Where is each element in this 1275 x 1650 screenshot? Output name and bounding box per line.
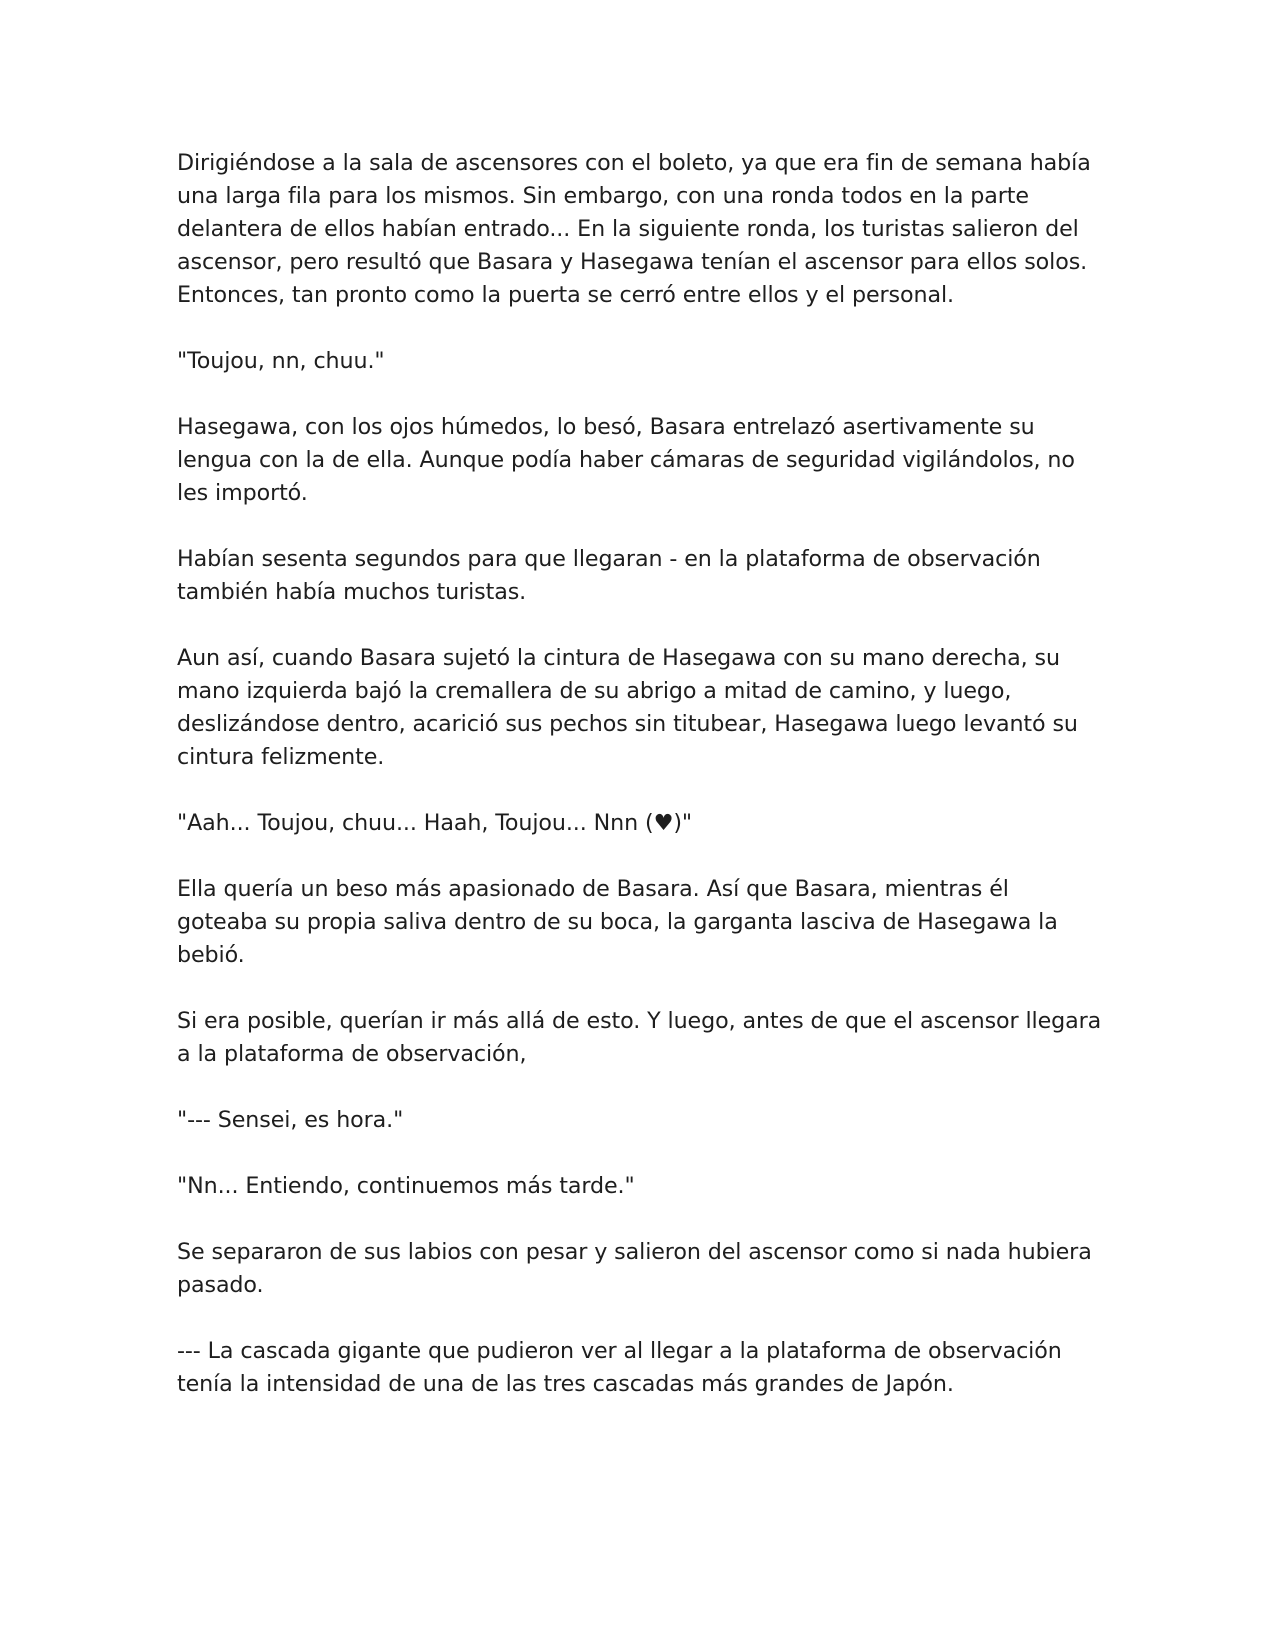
paragraph-10: "Nn... Entiendo, continuemos más tarde." — [177, 1173, 635, 1199]
paragraph-4: Habían sesenta segundos para que llegaran - en la plataforma de observación también había muchos turistas. — [177, 546, 1041, 605]
paragraph-6: "Aah... Toujou, chuu... Haah, Toujou... Nnn (♥)" — [177, 810, 693, 836]
paragraph-5: Aun así, cuando Basara sujetó la cintura de Hasegawa con su mano derecha, su mano izquierda bajó la cremallera de su abrigo a mitad de camino, y luego, deslizándose dentro, acarició sus pechos sin titubear, Hasegawa luego levantó su cintura felizmente. — [177, 645, 1078, 770]
paragraph-9: "--- Sensei, es hora." — [177, 1107, 404, 1133]
paragraph-2: "Toujou, nn, chuu." — [177, 348, 385, 374]
paragraph-1: Dirigiéndose a la sala de ascensores con el boleto, ya que era fin de semana había una larga fila para los mismos. Sin embargo, con una ronda todos en la parte delantera de ellos habían entrado... En la siguiente ronda, los turistas salieron del ascensor, pero resultó que Basara y Hasegawa tenían el ascensor para ellos solos. Entonces, tan pronto como la puerta se cerró entre ellos y el personal. — [177, 150, 1091, 308]
paragraph-8: Si era posible, querían ir más allá de esto. Y luego, antes de que el ascensor llegara a la plataforma de observación, — [177, 1008, 1102, 1067]
paragraph-3: Hasegawa, con los ojos húmedos, lo besó, Basara entrelazó asertivamente su lengua con la de ella. Aunque podía haber cámaras de seguridad vigilándolos, no les importó. — [177, 414, 1075, 506]
paragraph-7: Ella quería un beso más apasionado de Basara. Así que Basara, mientras él goteaba su propia saliva dentro de su boca, la garganta lasciva de Hasegawa la bebió. — [177, 876, 1058, 968]
paragraph-12: --- La cascada gigante que pudieron ver al llegar a la plataforma de observación tenía la intensidad de una de las tres cascadas más grandes de Japón. — [177, 1338, 1062, 1397]
paragraph-11: Se separaron de sus labios con pesar y salieron del ascensor como si nada hubiera pasado. — [177, 1239, 1092, 1298]
document-body — [177, 147, 1102, 1434]
